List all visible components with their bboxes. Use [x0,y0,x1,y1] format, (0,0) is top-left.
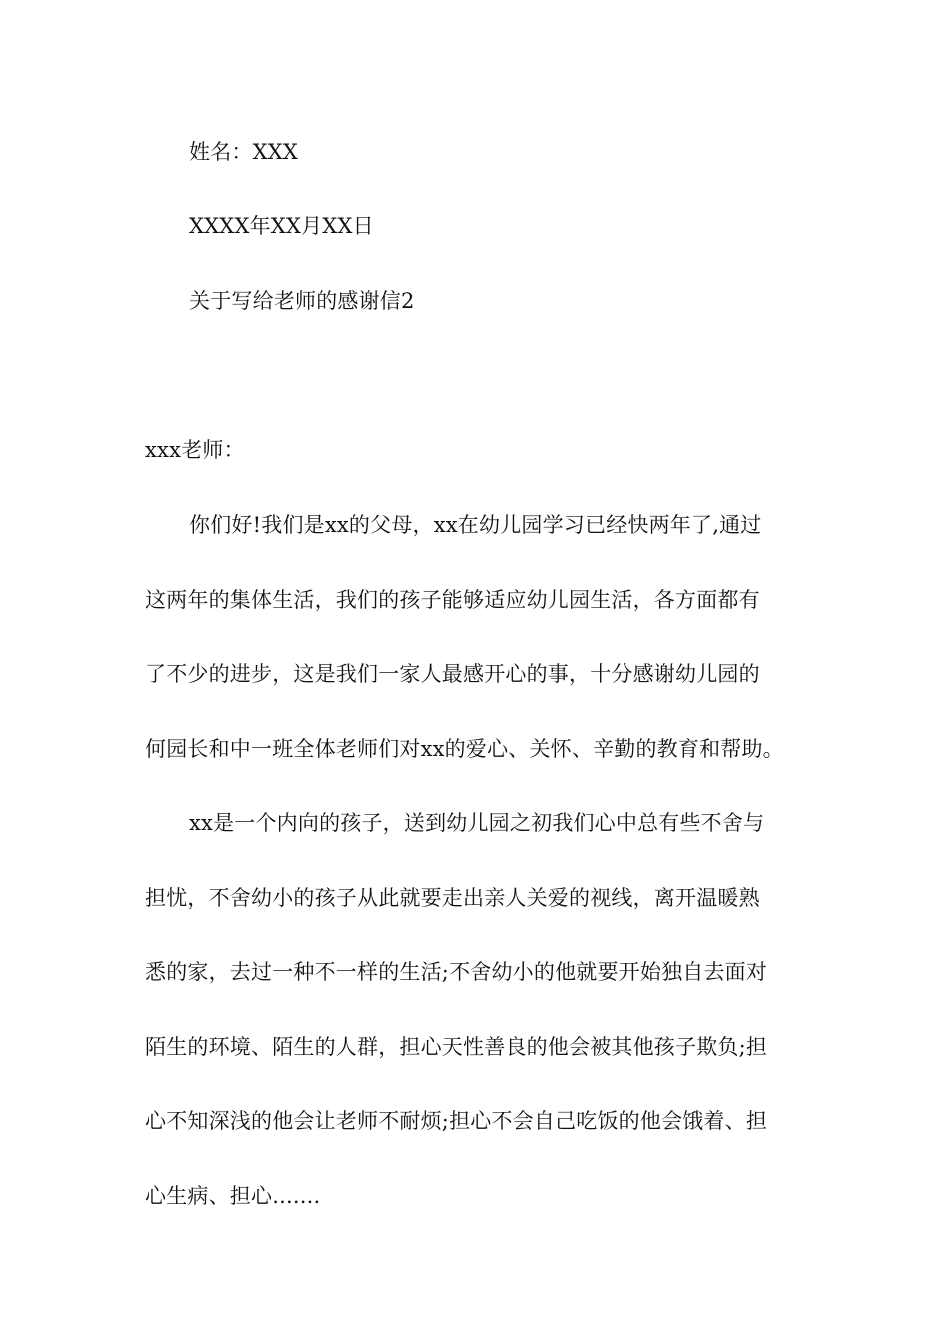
paragraph-2-line-5: 心不知深浅的他会让老师不耐烦;担心不会自己吃饭的他会饿着、担 [145,1109,768,1133]
paragraph-1-line-4: 何园长和中一班全体老师们对xx的爱心、关怀、辛勤的教育和帮助。 [145,737,784,761]
salutation: xxx老师： [145,438,245,462]
paragraph-2-line-2: 担忧，不舍幼小的孩子从此就要走出亲人关爱的视线，离开温暖熟 [145,886,760,910]
paragraph-2-line-6: 心生病、担心....... [145,1184,321,1208]
signature-date: XXXX年XX月XX日 [189,214,374,238]
paragraph-1-line-1: 你们好!我们是xx的父母，xx在幼儿园学习已经快两年了,通过 [189,513,762,537]
paragraph-1-line-2: 这两年的集体生活，我们的孩子能够适应幼儿园生活，各方面都有 [145,588,760,612]
letter-title: 关于写给老师的感谢信2 [189,289,415,313]
paragraph-2-line-4: 陌生的环境、陌生的人群，担心天性善良的他会被其他孩子欺负;担 [145,1035,768,1059]
paragraph-2-line-3: 悉的家，去过一种不一样的生活;不舍幼小的他就要开始独自去面对 [145,960,768,984]
paragraph-1-line-3: 了不少的进步，这是我们一家人最感开心的事，十分感谢幼儿园的 [145,662,760,686]
signature-name: 姓名：XXX [189,140,299,164]
paragraph-2-line-1: xx是一个内向的孩子，送到幼儿园之初我们心中总有些不舍与 [189,811,765,835]
